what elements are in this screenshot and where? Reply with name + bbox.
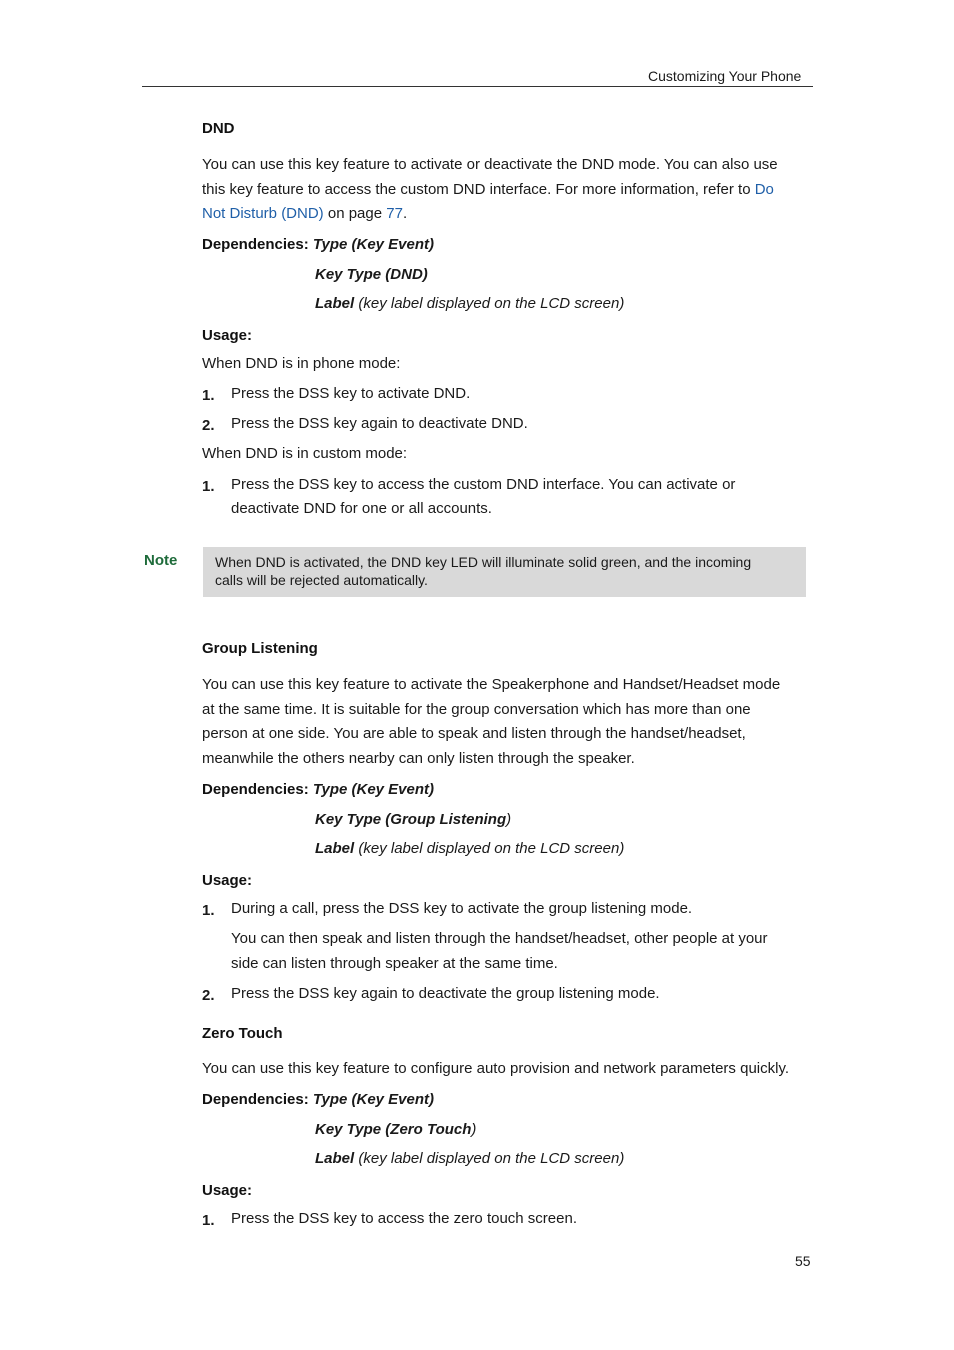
gl-step1-sub-line2: side can listen through speaker at the same time. — [231, 955, 558, 972]
gl-dependencies: Dependencies: Type (Key Event) — [202, 781, 435, 798]
dnd-custom-step1-line1: Press the DSS key to access the custom DND interface. You can activate or — [231, 476, 736, 493]
dnd-link-part2[interactable]: Not Disturb (DND) — [202, 205, 324, 222]
gl-step2: Press the DSS key again to deactivate the group listening mode. — [231, 985, 660, 1002]
note-label: Note — [144, 552, 178, 569]
zt-step1-num: 1. — [202, 1212, 215, 1229]
gl-para-line1: You can use this key feature to activate the Speakerphone and Handset/Headset mode — [202, 676, 781, 693]
dnd-para-line2: this key feature to access the custom DND interface. For more information, refer to Do — [202, 181, 774, 198]
dnd-label-dep: Label (key label displayed on the LCD screen) — [315, 295, 625, 312]
dnd-custom-step1-line2: deactivate DND for one or all accounts. — [231, 500, 492, 517]
note-text — [215, 553, 751, 589]
note-line1: When DND is activated, the DND key LED will illuminate solid green, and the incoming — [215, 554, 752, 570]
dnd-phone-mode: When DND is in phone mode: — [202, 355, 401, 372]
gl-step1-num: 1. — [202, 902, 215, 919]
gl-para-line3: person at one side. You are able to speak and listen through the handset/headset, — [202, 725, 746, 742]
dnd-dependencies: Dependencies: Type (Key Event) — [202, 236, 435, 253]
dnd-para-line3: Not Disturb (DND) on page 77. — [202, 205, 408, 222]
gl-step1-sub-line1: You can then speak and listen through the handset/headset, other people at your — [231, 930, 768, 947]
dnd-step1-num: 1. — [202, 387, 215, 404]
group-listening-heading: Group Listening — [202, 640, 318, 657]
dnd-step2: Press the DSS key again to deactivate DND. — [231, 415, 528, 432]
dnd-usage-label: Usage: — [202, 327, 253, 344]
dnd-link-part1[interactable]: Do — [754, 181, 774, 198]
page-number: 55 — [795, 1253, 811, 1269]
dnd-para-line1: You can use this key feature to activate or deactivate the DND mode. You can also use — [202, 156, 778, 173]
dnd-page-link[interactable]: 77 — [386, 205, 403, 222]
note-line2: calls will be rejected automatically. — [215, 572, 428, 588]
dnd-custom-mode: When DND is in custom mode: — [202, 445, 408, 462]
running-header: Customizing Your Phone — [648, 68, 802, 84]
gl-key-type: Key Type (Group Listening) — [315, 811, 512, 828]
header-rule — [142, 86, 813, 87]
zt-key-type: Key Type (Zero Touch) — [315, 1121, 477, 1138]
gl-label-dep: Label (key label displayed on the LCD screen) — [315, 840, 625, 857]
gl-usage-label: Usage: — [202, 872, 253, 889]
zt-dependencies: Dependencies: Type (Key Event) — [202, 1091, 435, 1108]
gl-para-line4: meanwhile the others nearby can only listen through the speaker. — [202, 750, 635, 767]
dnd-step1: Press the DSS key to activate DND. — [231, 385, 471, 402]
dnd-key-type: Key Type (DND) — [315, 266, 428, 283]
zt-para: You can use this key feature to configure auto provision and network parameters quickly. — [202, 1060, 789, 1077]
gl-para-line2: at the same time. It is suitable for the group conversation which has more than one — [202, 701, 751, 718]
dnd-custom-step1-num: 1. — [202, 478, 215, 495]
gl-step2-num: 2. — [202, 987, 215, 1004]
dnd-step2-num: 2. — [202, 417, 215, 434]
gl-step1: During a call, press the DSS key to activate the group listening mode. — [231, 900, 693, 917]
zt-usage-label: Usage: — [202, 1182, 253, 1199]
zt-step1: Press the DSS key to access the zero touch screen. — [231, 1210, 577, 1227]
note-box — [203, 547, 806, 597]
zt-label-dep: Label (key label displayed on the LCD screen) — [315, 1150, 625, 1167]
zero-touch-heading: Zero Touch — [202, 1025, 283, 1042]
dnd-heading: DND — [202, 120, 235, 137]
